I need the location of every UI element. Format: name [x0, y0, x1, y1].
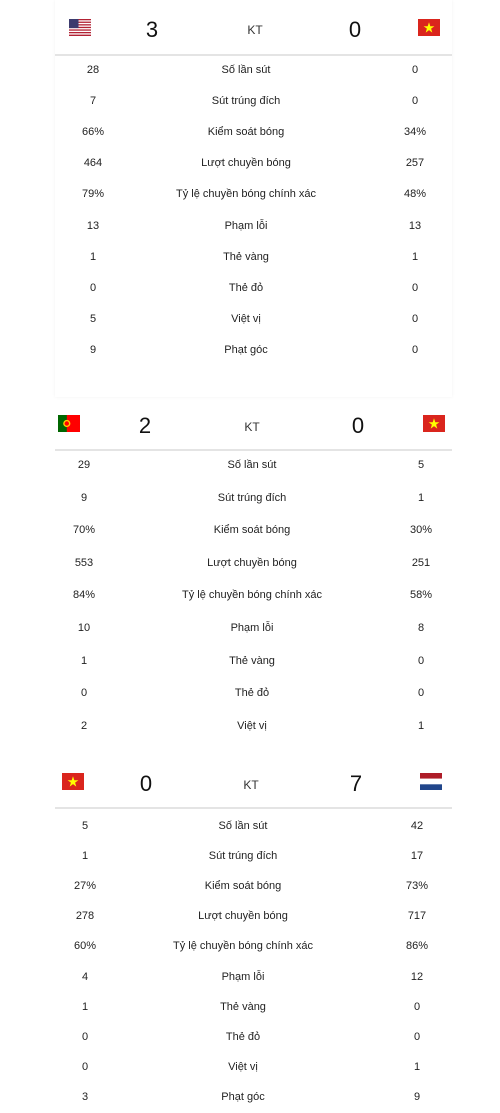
stat-label: Số lần sút — [227, 459, 277, 471]
away-stat-value: 13 — [408, 219, 422, 232]
home-stat-value: 1 — [80, 654, 88, 667]
home-stat-value: 84% — [72, 589, 96, 602]
stat-row — [0, 720, 500, 740]
stat-label: Kiểm soát bóng — [207, 126, 285, 139]
vietnam-flag-icon — [423, 415, 445, 432]
stat-row — [0, 1001, 500, 1021]
stat-row — [0, 557, 500, 577]
match-status: KT — [243, 778, 259, 792]
header-divider — [55, 54, 452, 56]
away-stat-value: 9 — [413, 1090, 421, 1103]
away-stat-value: 0 — [417, 654, 425, 667]
stat-row — [0, 880, 500, 900]
home-stat-value: 5 — [81, 820, 89, 832]
home-stat-value: 0 — [89, 281, 97, 294]
home-stat-value: 9 — [89, 343, 97, 356]
home-stat-value: 10 — [77, 622, 91, 634]
away-stat-value: 257 — [405, 157, 425, 170]
stat-label: Lượt chuyền bóng — [198, 910, 288, 923]
home-stat-value: 29 — [77, 459, 91, 471]
away-stat-value: 1 — [411, 250, 419, 263]
stat-row — [0, 313, 500, 333]
stat-label: Phạm lỗi — [224, 219, 268, 232]
stat-row — [0, 344, 500, 364]
stat-row — [0, 1031, 500, 1051]
stat-row — [0, 850, 500, 870]
away-stat-value: 0 — [417, 687, 425, 700]
away-stat-value: 42 — [410, 820, 424, 832]
away-stat-value: 30% — [409, 524, 433, 537]
home-score: 3 — [145, 17, 159, 42]
away-stat-value: 0 — [411, 343, 419, 356]
stat-row — [0, 910, 500, 930]
vietnam-flag-icon — [62, 773, 84, 790]
stat-row — [0, 126, 500, 146]
home-stat-value: 278 — [75, 910, 95, 923]
home-stat-value: 7 — [89, 95, 97, 108]
stat-label: Thẻ vàng — [220, 1000, 266, 1013]
away-stat-value: 0 — [413, 1030, 421, 1043]
match-status: KT — [244, 420, 260, 434]
away-stat-value: 0 — [413, 1000, 421, 1013]
stat-label: Sút trúng đích — [211, 95, 281, 108]
vietnam-flag-icon — [418, 19, 440, 36]
away-stat-value: 0 — [411, 64, 419, 76]
home-stat-value: 0 — [81, 1060, 89, 1073]
stat-row — [0, 820, 500, 840]
stat-label: Lượt chuyền bóng — [201, 157, 291, 170]
stat-label: Phạt góc — [221, 1090, 265, 1103]
stat-label: Lượt chuyền bóng — [207, 556, 297, 569]
home-stat-value: 464 — [83, 157, 103, 170]
stat-label: Thẻ vàng — [223, 250, 269, 263]
away-score: 7 — [349, 771, 363, 796]
home-stat-value: 60% — [73, 940, 97, 953]
stat-row — [0, 188, 500, 208]
away-stat-value: 86% — [405, 940, 429, 953]
stat-label: Thẻ vàng — [229, 654, 275, 667]
home-stat-value: 1 — [89, 250, 97, 263]
stat-label: Số lần sút — [218, 820, 268, 832]
away-stat-value: 1 — [417, 719, 425, 732]
away-stat-value: 717 — [407, 910, 427, 923]
match-card-vietnam-netherlands — [55, 757, 452, 1113]
stat-row — [0, 622, 500, 642]
away-score: 0 — [348, 17, 362, 42]
stat-label: Sút trúng đích — [217, 491, 287, 504]
home-stat-value: 79% — [81, 188, 105, 201]
stat-label: Thẻ đỏ — [234, 687, 270, 700]
stat-label: Phạm lỗi — [230, 622, 274, 634]
home-stat-value: 2 — [80, 719, 88, 732]
stat-row — [0, 95, 500, 115]
stat-label: Việt vị — [231, 312, 261, 325]
away-stat-value: 8 — [417, 622, 425, 634]
away-stat-value: 0 — [411, 312, 419, 325]
usa-flag-icon — [69, 19, 91, 36]
stat-label: Việt vị — [228, 1060, 258, 1073]
stat-row — [0, 524, 500, 544]
away-stat-value: 34% — [403, 126, 427, 139]
match-header — [0, 400, 500, 450]
match-header — [0, 757, 500, 807]
away-stat-value: 0 — [411, 281, 419, 294]
home-stat-value: 3 — [81, 1090, 89, 1103]
stat-label: Kiểm soát bóng — [204, 880, 282, 893]
home-stat-value: 70% — [72, 524, 96, 537]
away-stat-value: 1 — [417, 491, 425, 504]
home-stat-value: 1 — [81, 1000, 89, 1013]
stat-label: Tỷ lệ chuyền bóng chính xác — [172, 940, 314, 953]
match-status: KT — [247, 23, 263, 37]
stat-row — [0, 459, 500, 479]
header-divider — [55, 807, 452, 809]
away-stat-value: 48% — [403, 188, 427, 201]
home-stat-value: 5 — [89, 312, 97, 325]
stat-row — [0, 655, 500, 675]
stat-row — [0, 687, 500, 707]
stat-row — [0, 64, 500, 84]
stat-label: Tỷ lệ chuyền bóng chính xác — [175, 188, 317, 201]
netherlands-flag-icon — [420, 773, 442, 790]
away-stat-value: 58% — [409, 589, 433, 602]
stat-row — [0, 492, 500, 512]
header-divider — [55, 449, 452, 451]
away-score: 0 — [351, 413, 365, 438]
home-stat-value: 28 — [86, 64, 100, 76]
stat-label: Tỷ lệ chuyền bóng chính xác — [181, 589, 323, 602]
home-score: 2 — [138, 413, 152, 438]
away-stat-value: 12 — [410, 970, 424, 983]
home-stat-value: 13 — [86, 219, 100, 232]
stat-label: Phạt góc — [224, 343, 268, 356]
away-stat-value: 17 — [410, 850, 424, 863]
stat-row — [0, 251, 500, 271]
home-stat-value: 4 — [81, 970, 89, 983]
home-stat-value: 66% — [81, 126, 105, 139]
stat-row — [0, 220, 500, 240]
stat-row — [0, 1061, 500, 1081]
stat-label: Thẻ đỏ — [228, 281, 264, 294]
stat-row — [0, 157, 500, 177]
away-stat-value: 5 — [417, 459, 425, 471]
away-stat-value: 73% — [405, 880, 429, 893]
stat-row — [0, 940, 500, 960]
away-stat-value: 0 — [411, 95, 419, 108]
stat-label: Số lần sút — [221, 64, 271, 76]
stat-label: Việt vị — [237, 719, 267, 732]
home-stat-value: 0 — [80, 687, 88, 700]
stat-label: Phạm lỗi — [221, 970, 265, 983]
home-stat-value: 0 — [81, 1030, 89, 1043]
stat-row — [0, 1091, 500, 1111]
stat-row — [0, 589, 500, 609]
home-stat-value: 553 — [74, 556, 94, 569]
away-stat-value: 1 — [413, 1060, 421, 1073]
home-stat-value: 27% — [73, 880, 97, 893]
away-stat-value: 251 — [411, 556, 431, 569]
stat-label: Thẻ đỏ — [225, 1030, 261, 1043]
home-score: 0 — [139, 771, 153, 796]
stat-row — [0, 282, 500, 302]
home-stat-value: 9 — [80, 491, 88, 504]
home-stat-value: 1 — [81, 850, 89, 863]
match-header — [0, 0, 500, 50]
stat-label: Sút trúng đích — [208, 850, 278, 863]
stat-row — [0, 971, 500, 991]
stat-label: Kiểm soát bóng — [213, 524, 291, 537]
portugal-flag-icon — [58, 415, 80, 432]
